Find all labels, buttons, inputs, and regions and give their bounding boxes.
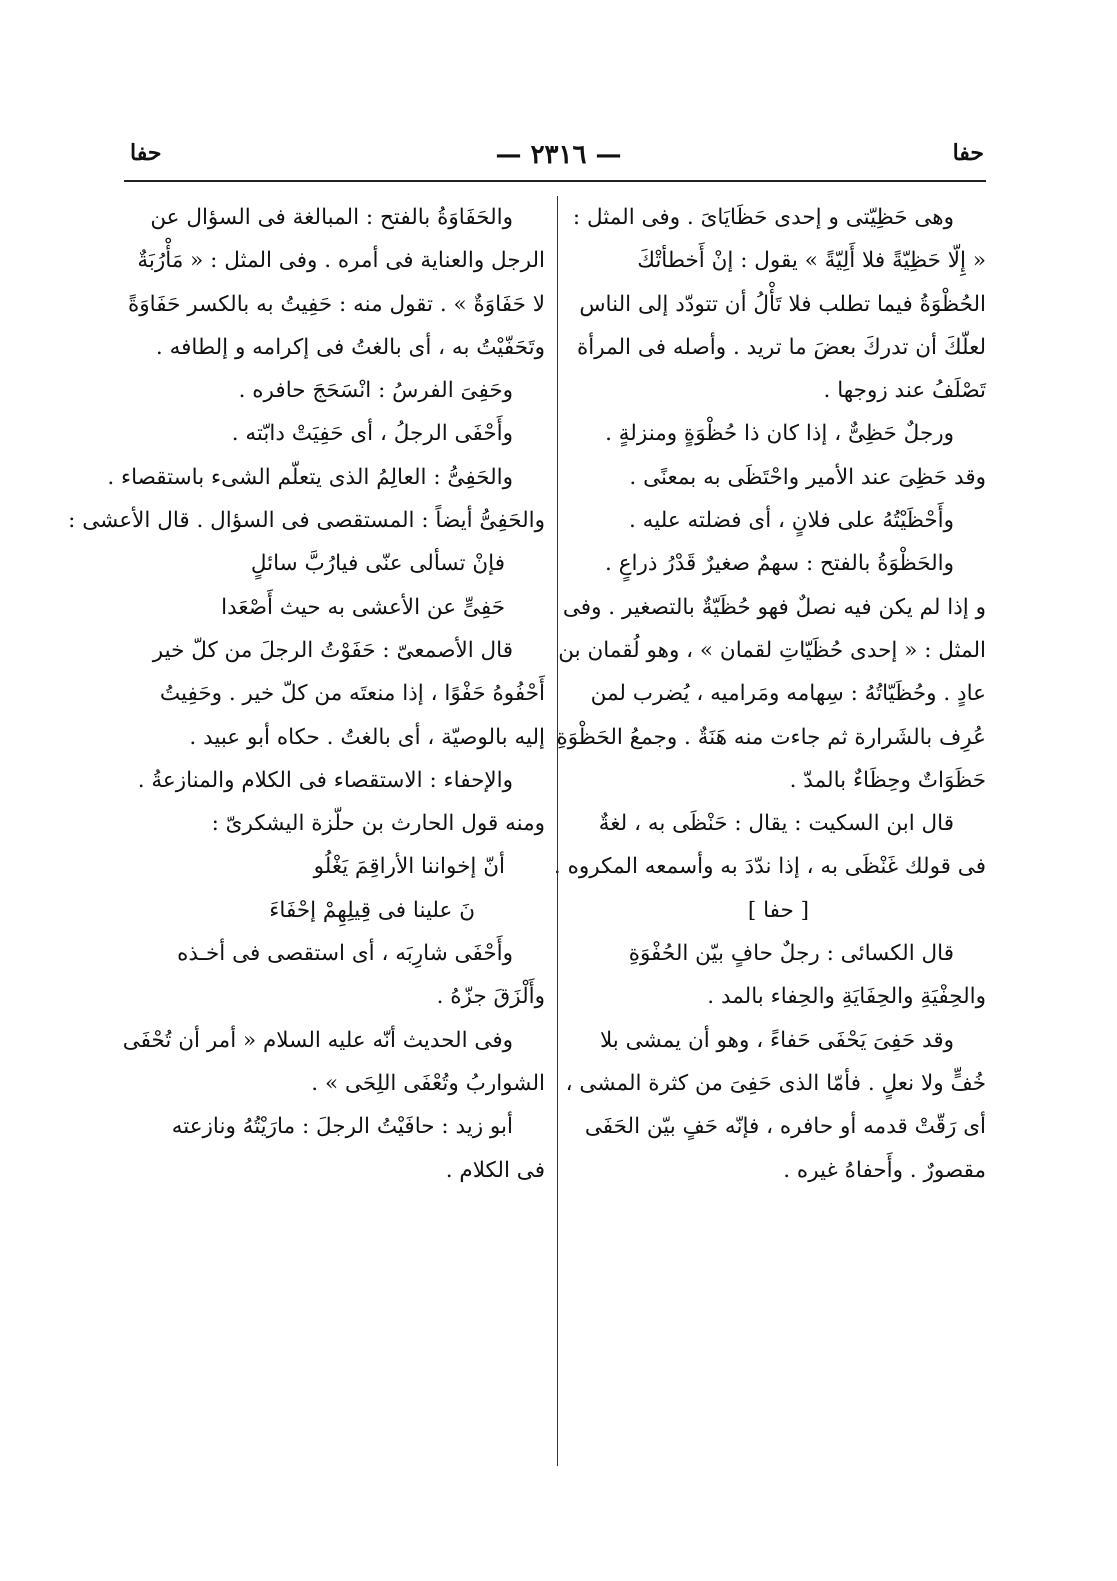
text-line: وأَحْفَى الرجلُ ، أى حَفِيَتْ دابّته . (231, 421, 513, 447)
text-line: المثل : « إحدى حُظَيّاتِ لقمان » ، وهو لُقمان بن (558, 637, 986, 663)
text-line: قال الكسائى : رجلٌ حافٍ بيّن الحُفْوَةِ (628, 941, 954, 967)
text-line: مقصورٌ . وأَحفاهُ غيره . (783, 1157, 986, 1183)
text-line: والحَفِىُّ : العالِمُ الذى يتعلّم الشىء باستقصاء . (107, 464, 513, 490)
text-line: وهى حَظِيّتى و إحدى حَظَايَاىَ . وفى المثل : (572, 205, 954, 230)
text-line: والحَفِىُّ أيضاً : المستقصى فى السؤال . قال الأعشى : (68, 508, 545, 534)
text-line: تَصْلَفُ عند زوجها . (823, 378, 986, 404)
text-line: إليه بالوصيّة ، أى بالغتُ . حكاه أبو عبيد . (189, 724, 545, 750)
text-line: قال ابن السكيت : يقال : حَنْظَى به ، لغةٌ (598, 811, 954, 837)
left-column (68, 196, 545, 1192)
text-line: أبو زيد : حافَيْتُ الرجلَ : مارَيْتُهُ ونازعته (171, 1114, 513, 1140)
verse-line: نَ علينا فى قِيلِهِمْ إحْفَاءَ (269, 897, 475, 923)
text-line: لا حَفَاوَةٌ » . تقول منه : حَفِيتُ به بالكسر حَفَاوَةً (128, 291, 545, 317)
text-line: وتَحَفّيْتُ به ، أى بالغتُ فى إكرامه و إلطافه . (155, 334, 545, 360)
text-line: عادٍ . وحُظَيّاتُهُ : سِهامه ومَراميه ، يُضرب لمن (590, 681, 986, 707)
text-line: والحَظْوَةُ بالفتح : سهمٌ صغيرٌ قَدْرُ ذراعٍ . (605, 551, 954, 577)
text-line: ومنه قول الحارث بن حلّزة اليشكرىّ : (211, 811, 545, 837)
text-line: خُفٍّ ولا نعلٍ . فأمّا الذى حَفِىَ من كثرة المشى ، (565, 1070, 986, 1096)
text-line: لعلّكَ أن تدركَ بعضَ ما تريد . وأصله فى المرأة (576, 334, 986, 360)
text-line: و إذا لم يكن فيه نصلٌ فهو حُظَيّةٌ بالتصغير . وفى (562, 594, 986, 620)
header-left-word: حفا (130, 140, 162, 166)
text-line: وأَلْزَقَ جزّهُ . (436, 984, 545, 1010)
column-divider (557, 196, 558, 1466)
text-line: وأَحْفَى شارِبَه ، أى استقصى فى أخـذه (177, 941, 513, 967)
text-line: عُرِف بالشَرارة ثم جاءت منه هَنَةٌ . وجمعُ الحَظْوَةِ (556, 724, 986, 750)
text-line: والإحفاء : الاستقصاء فى الكلام والمنازعةُ . (137, 767, 513, 793)
text-line: والحَفَاوَةُ بالفتح : المبالغة فى السؤال عن (150, 205, 513, 230)
text-line: فى الكلام . (445, 1157, 545, 1183)
text-line: فى قولك غَنْظَى به ، إذا ندّدَ به وأسمعه المكروه . (553, 854, 986, 880)
text-line: وأَحْظَيْتُهُ على فلانٍ ، أى فضلته عليه . (629, 508, 954, 534)
text-line: وفى الحديث أنّه عليه السلام « أمر أن تُحْفَى (122, 1027, 513, 1053)
text-line: وقد حَظِىَ عند الأمير واحْتَظَى به بمعنًى . (629, 464, 986, 490)
text-line: قال الأصمعىّ : حَفَوْتُ الرجلَ من كلّ خير (152, 637, 513, 663)
text-line: وقد حَفِىَ يَحْفَى حَفاءً ، وهو أن يمشى بلا (599, 1027, 954, 1053)
text-line: الشواربُ وتُعْفَى اللِحَى » . (311, 1070, 545, 1096)
right-column (553, 196, 986, 1192)
verse-line: أنّ إخواننا الأراقِمَ يَغْلُو (313, 854, 505, 880)
text-line: والحِفْيَةِ والحِفَايَةِ والحِفاء بالمد . (707, 984, 986, 1010)
text-line: حَظَوَاتٌ وحِظَاءٌ بالمدّ . (789, 767, 986, 793)
text-line: الحُظْوَةُ فيما تطلب فلا تَأْلُ أن تتودّد إلى الناس (579, 291, 986, 317)
text-line: الرجل والعناية فى أمره . وفى المثل : « مَأْرُبَةٌ (137, 248, 545, 274)
section-heading: [ حفا ] (747, 897, 810, 923)
text-line: « إِلّا حَظِيّةً فلا أَلِيّةً » يقول : إنْ أَخطأتْكَ (637, 248, 986, 274)
header-rule (124, 180, 986, 182)
text-line: ورجلٌ حَظِىٌّ ، إذا كان ذا حُظْوَةٍ ومنزلةٍ . (605, 421, 954, 447)
text-line: أى رَقّتْ قدمه أو حافره ، فإنّه حَفٍ بيّن الحَفَى (584, 1114, 986, 1140)
text-line: وحَفِىَ الفرسُ : انْسَحَجَ حافره . (238, 378, 513, 404)
page-number: — ٢٣١٦ — (495, 140, 622, 170)
verse-line: فإنْ تسألى عنّى فيارُبَّ سائلٍ (250, 551, 505, 577)
text-line: أَحْفُوهُ حَفْوًا ، إذا منعتَه من كلّ خير . وحَفِيتُ (159, 681, 545, 707)
header-right-word: حفا (952, 140, 984, 166)
verse-line: حَفِىٍّ عن الأعشى به حيث أَصْعَدا (221, 594, 505, 620)
